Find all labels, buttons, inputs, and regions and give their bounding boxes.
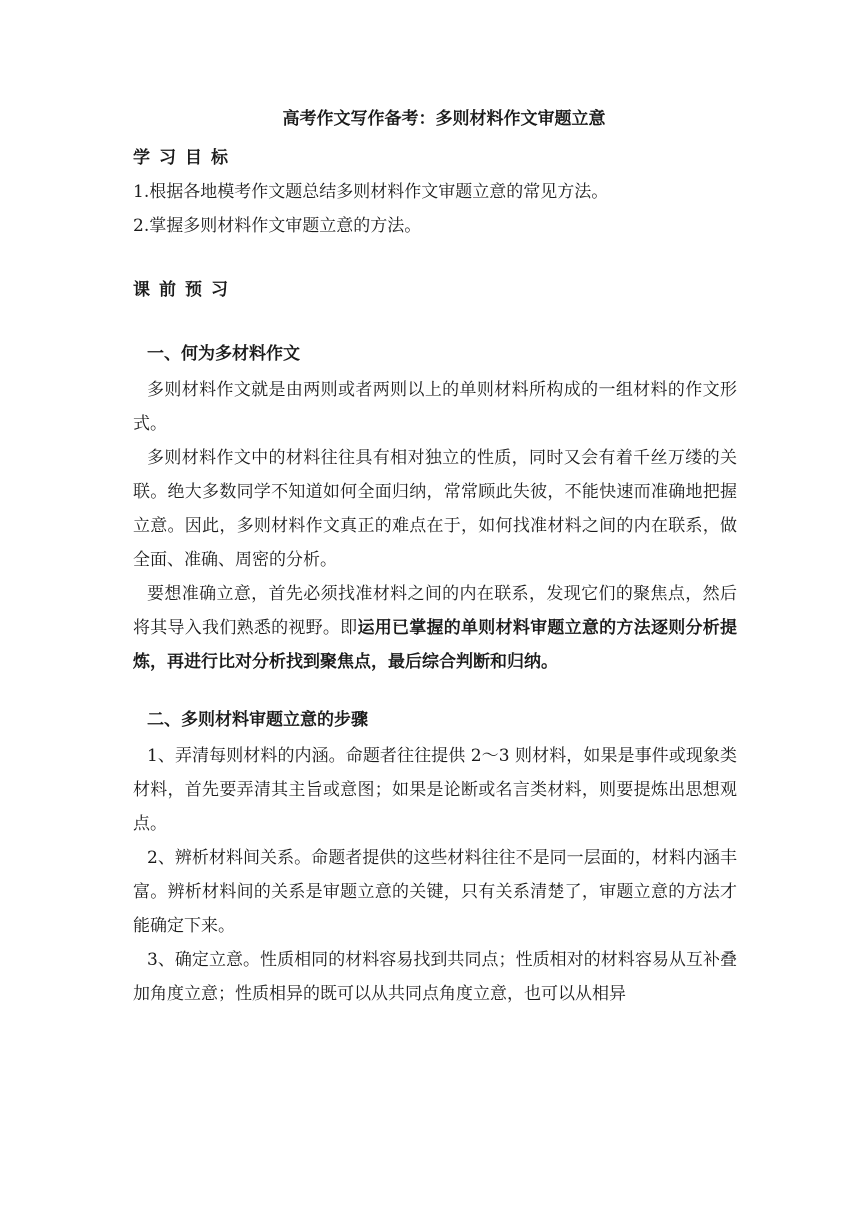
step-1-paragraph: 1、弄清每则材料的内涵。命题者往往提供 2～3 则材料，如果是事件或现象类材料，首先要弄清其主旨或意图；如果是论断或名言类材料，则要提炼出思想观点。 xyxy=(133,746,737,834)
section-2-heading: 二、多则材料审题立意的步骤 xyxy=(147,710,368,730)
section-1-paragraph-2: 多则材料作文中的材料往往具有相对独立的性质，同时又会有着千丝万缕的关联。绝大多数同学不知道如何全面归纳，常常顾此失彼，不能快速而准确地把握立意。因此，多则材料作文真正的难点在于，如何找准材料之间的内在联系，做全面、准确、周密的分析。 xyxy=(133,448,737,570)
spacer xyxy=(133,679,737,705)
spacer xyxy=(133,309,737,339)
section-1-paragraph-3 xyxy=(133,577,737,679)
section-1-paragraph-1: 多则材料作文就是由两则或者两则以上的单则材料所构成的一组材料的作文形式。 xyxy=(133,380,737,434)
step-3-paragraph: 3、确定立意。性质相同的材料容易找到共同点；性质相对的材料容易从互补叠加角度立意；性质相异的既可以从共同点角度立意，也可以从相异 xyxy=(133,950,737,1004)
step-2-paragraph: 2、辨析材料间关系。命题者提供的这些材料往往不是同一层面的，材料内涵丰富。辨析材料间的关系是审题立意的关键，只有关系清楚了，审题立意的方法才能确定下来。 xyxy=(133,848,737,936)
objective-item-1: 1.根据各地模考作文题总结多则材料作文审题立意的常见方法。 xyxy=(133,182,609,202)
paragraph-bold-text: 运用已掌握的单则材料审题立意的方法逐则分析提炼，再进行比对分析找到聚焦点，最后综合判断和归纳。 xyxy=(133,618,738,672)
preview-label: 课前预习 xyxy=(133,280,237,300)
objectives-label: 学习目标 xyxy=(133,148,237,168)
section-1-heading: 一、何为多材料作文 xyxy=(147,344,300,364)
document-page xyxy=(133,104,737,1011)
document-title: 高考作文写作备考：多则材料作文审题立意 xyxy=(282,109,606,129)
objective-item-2: 2.掌握多则材料作文审题立意的方法。 xyxy=(133,216,422,236)
spacer xyxy=(133,245,737,275)
paragraph-plain-text: 要想准确立意，首先必须找准材料之间的内在联系，发现它们的聚焦点，然后将其导入我们熟悉的视野。即 xyxy=(133,584,737,638)
